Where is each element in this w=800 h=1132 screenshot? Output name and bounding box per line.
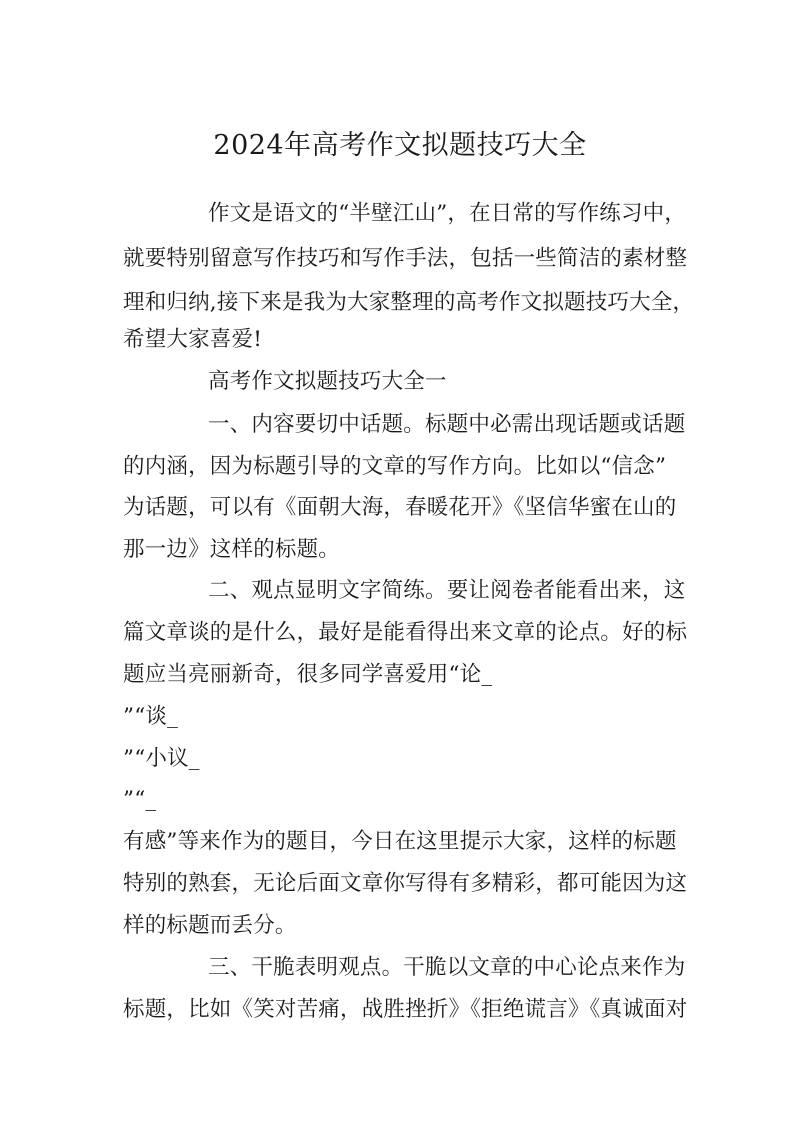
paragraph-line: 一、内容要切中话题。标题中必需出现话题或话题 [208, 412, 686, 437]
paragraph-line: 二、观点显明文字简练。要让阅卷者能看出来，这 [208, 578, 686, 603]
paragraph-line: 那一边》这样的标题。 [123, 537, 341, 562]
paragraph-line: ”“谈_ [123, 704, 179, 729]
document-title: 2024年高考作文拟题技巧大全 [213, 130, 587, 161]
paragraph-line: 就要特别留意写作技巧和写作手法，包括一些简洁的素材整 [123, 246, 688, 271]
paragraph-line: 题应当亮丽新奇，很多同学喜爱用“论_ [123, 662, 493, 687]
section-heading: 高考作文拟题技巧大全一 [208, 369, 447, 394]
paragraph-line: 理和归纳,接下来是我为大家整理的高考作文拟题技巧大全， [123, 290, 695, 315]
paragraph-line: 有感”等来作为的题目，今日在这里提示大家，这样的标题 [123, 829, 677, 854]
paragraph-line: 的内涵，因为标题引导的文章的写作方向。比如以“信念” [123, 454, 667, 479]
paragraph-line: 篇文章谈的是什么，最好是能看得出来文章的论点。好的标 [123, 620, 688, 645]
paragraph-line: 样的标题而丢分。 [123, 913, 297, 938]
paragraph-line: 为话题，可以有《面朝大海，春暖花开》《坚信华蜜在山的 [123, 495, 677, 520]
paragraph-line: 标题，比如《笑对苦痛，战胜挫折》《拒绝谎言》《真诚面对 [123, 997, 688, 1022]
paragraph-line: ”“小议_ [123, 746, 200, 771]
paragraph-line: 特别的熟套，无论后面文章你写得有多精彩，都可能因为这 [123, 871, 688, 896]
paragraph-line: 作文是语文的“半壁江山”，在日常的写作练习中， [208, 201, 687, 226]
paragraph-line: 希望大家喜爱! [123, 327, 263, 352]
paragraph-line: ”“_ [123, 787, 157, 812]
paragraph-line: 三、干脆表明观点。干脆以文章的中心论点来作为 [208, 955, 686, 980]
